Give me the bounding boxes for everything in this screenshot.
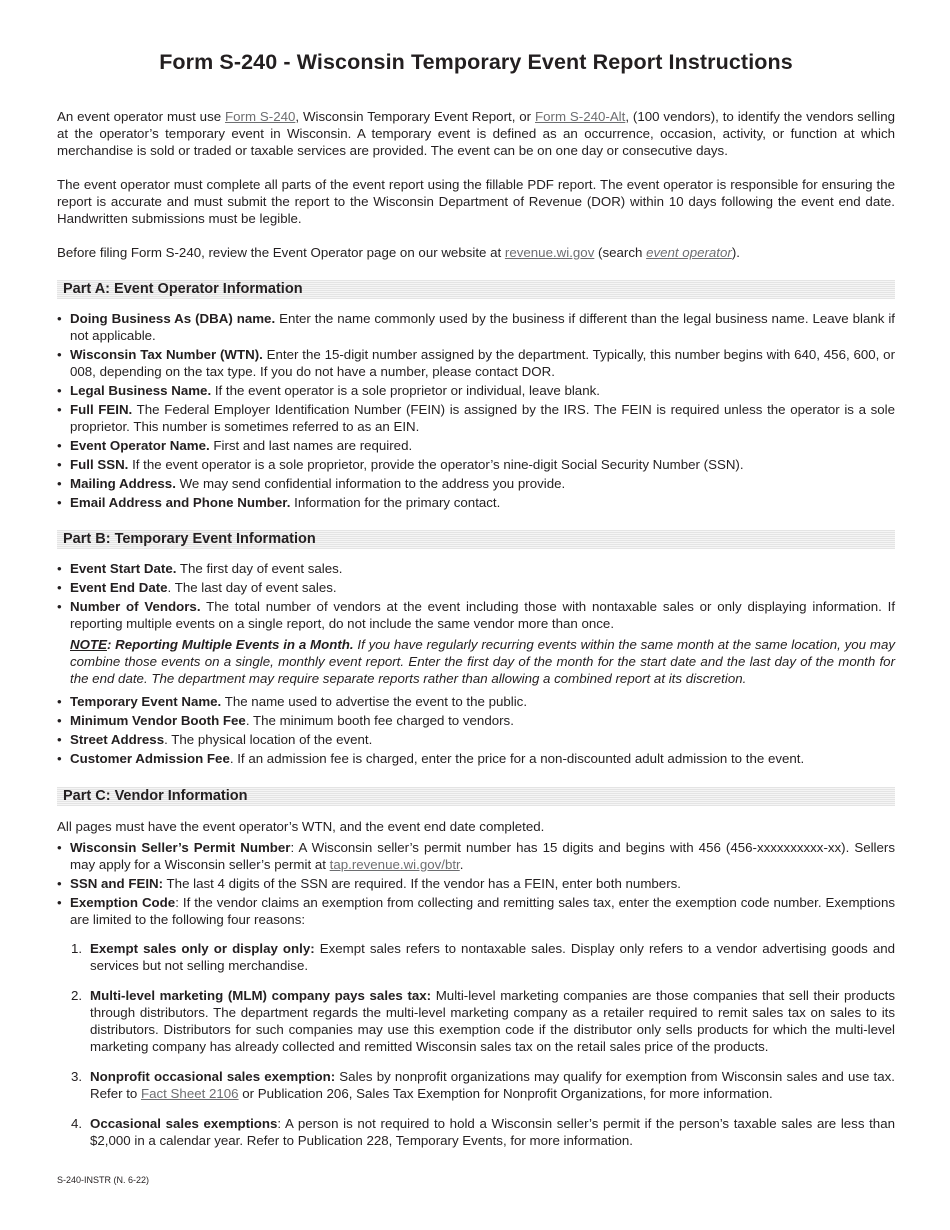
form-s240-link[interactable]: Form S-240 bbox=[225, 109, 296, 124]
list-item bbox=[57, 731, 895, 748]
list-item bbox=[57, 560, 895, 577]
item-term: Minimum Vendor Booth Fee bbox=[70, 713, 246, 728]
list-item bbox=[57, 456, 895, 473]
list-item bbox=[57, 310, 895, 344]
btr-link[interactable]: tap.revenue.wi.gov/btr bbox=[329, 857, 460, 872]
list-item bbox=[57, 750, 895, 767]
item-text: Enter the name commonly used by the business if different than the legal business name. Leave blank if not applicable. bbox=[70, 311, 895, 343]
reason-term: Multi-level marketing (MLM) company pays sales tax: bbox=[90, 988, 432, 1003]
part-c-heading: Part C: Vendor Information bbox=[57, 787, 895, 806]
part-c-list bbox=[57, 839, 895, 928]
list-item bbox=[57, 839, 895, 873]
part-b-heading: Part B: Temporary Event Information bbox=[57, 530, 895, 549]
part-b-list bbox=[57, 560, 895, 632]
item-text: . The last day of event sales. bbox=[167, 580, 337, 595]
exemption-reason bbox=[57, 987, 895, 1055]
list-item bbox=[57, 346, 895, 380]
part-c-section bbox=[57, 818, 895, 1162]
fact-sheet-2106-link[interactable]: Fact Sheet 2106 bbox=[141, 1086, 239, 1101]
page-title: Form S-240 - Wisconsin Temporary Event Report Instructions bbox=[159, 50, 793, 74]
item-term: Mailing Address. bbox=[70, 476, 176, 491]
item-text: . bbox=[459, 857, 464, 872]
part-c-intro: All pages must have the event operator’s WTN, and the event end date completed. bbox=[57, 819, 545, 834]
item-text: If the event operator is a sole proprietor or individual, leave blank. bbox=[211, 383, 600, 398]
reason-text: or Publication 206, Sales Tax Exemption for Nonprofit Organizations, for more information. bbox=[238, 1086, 773, 1101]
reason-text: Exempt sales refers to nontaxable sales. Display only refers to a vendor advertising goods and services but not selling merchandise. bbox=[90, 941, 895, 973]
item-term: Event End Date bbox=[70, 580, 168, 595]
item-text: Information for the primary contact. bbox=[290, 495, 501, 510]
item-term: Full FEIN. bbox=[70, 402, 133, 417]
revenue-website-link[interactable]: revenue.wi.gov bbox=[504, 245, 595, 260]
item-text: The total number of vendors at the event including those with nontaxable sales or only displaying information. If reporting multiple events on a single report, do not include the same vendor more than once. bbox=[70, 599, 896, 631]
list-item bbox=[57, 693, 895, 710]
item-term: Wisconsin Seller’s Permit Number bbox=[70, 840, 291, 855]
multiple-events-note bbox=[57, 636, 895, 687]
list-item bbox=[57, 401, 895, 435]
item-text: Enter the 15-digit number assigned by the department. Typically, this number begins with 640, 456, 600, or 008, depending on the tax type. If you do not have a number, please contact DOR. bbox=[70, 347, 896, 379]
list-item bbox=[57, 437, 895, 454]
part-a-heading: Part A: Event Operator Information bbox=[57, 280, 895, 299]
item-term: Full SSN. bbox=[70, 457, 129, 472]
item-text: We may send confidential information to the address you provide. bbox=[175, 476, 566, 491]
part-b-list-container bbox=[57, 560, 895, 769]
exemption-reason bbox=[57, 940, 895, 974]
item-text: The Federal Employer Identification Number (FEIN) is assigned by the IRS. The FEIN is required unless the operator is a sole proprietor. This number is sometimes referred to as an EIN. bbox=[70, 402, 896, 434]
item-term: Number of Vendors. bbox=[70, 599, 201, 614]
exemption-reason bbox=[57, 1068, 895, 1102]
reason-text: Multi-level marketing companies are those companies that sell their products through distributors. The department regards the multi-level marketing company as a retailer required to remit sales tax on sales to its distributors. Distributors for such companies may use this exemption code if the distributor only sells products for which the multi-level marketing company has already collected and remitted Wisconsin sales tax on the retail sales price of the products. bbox=[90, 988, 895, 1054]
form-footer-code: S-240-INSTR (N. 6-22) bbox=[57, 1175, 150, 1185]
note-label: NOTE bbox=[70, 637, 107, 652]
list-item bbox=[57, 579, 895, 596]
item-term: Legal Business Name. bbox=[70, 383, 212, 398]
item-text: . If an admission fee is charged, enter the price for a non-discounted adult admission to the event. bbox=[229, 751, 805, 766]
item-text: : If the vendor claims an exemption from collecting and remitting sales tax, enter the exemption code number. Exemptions are limited to the following four reasons: bbox=[70, 895, 895, 927]
list-item bbox=[57, 875, 895, 892]
intro-text: Before filing Form S-240, review the Event Operator page on our website at bbox=[57, 245, 505, 260]
exemption-reasons-list bbox=[57, 940, 895, 1149]
item-term: SSN and FEIN: bbox=[70, 876, 164, 891]
event-operator-search-link[interactable]: event operator bbox=[646, 245, 732, 260]
intro-text: , Wisconsin Temporary Event Report, or bbox=[295, 109, 535, 124]
reason-term: Occasional sales exemptions bbox=[90, 1116, 278, 1131]
item-term: Wisconsin Tax Number (WTN). bbox=[70, 347, 263, 362]
list-item bbox=[57, 598, 895, 632]
reason-number: 4. bbox=[71, 1116, 83, 1131]
item-term: Customer Admission Fee bbox=[70, 751, 230, 766]
intro-text: (search bbox=[594, 245, 647, 260]
intro-text: , (100 vendors), to identify the vendors selling at the operator’s temporary event in Wisconsin. A temporary event is defined as an occurrence, occasion, activity, or function at which merchandise is sold or traded or taxable services are provided. The event can be on one day or consecutive days. bbox=[57, 109, 895, 158]
item-term: Doing Business As (DBA) name. bbox=[70, 311, 276, 326]
item-term: Street Address bbox=[70, 732, 165, 747]
reason-text: Sales by nonprofit organizations may qualify for exemption from Wisconsin sales and use tax. Refer to bbox=[90, 1069, 895, 1101]
part-b-list-continued bbox=[57, 693, 895, 767]
reason-term: Nonprofit occasional sales exemption: bbox=[90, 1069, 336, 1084]
item-text: If the event operator is a sole proprietor, provide the operator’s nine-digit Social Security Number (SSN). bbox=[128, 457, 744, 472]
reason-number: 3. bbox=[71, 1069, 83, 1084]
item-text: The last 4 digits of the SSN are required. If the vendor has a FEIN, enter both numbers. bbox=[163, 876, 681, 891]
item-text: . The minimum booth fee charged to vendors. bbox=[245, 713, 514, 728]
item-text: The first day of event sales. bbox=[176, 561, 343, 576]
reason-term: Exempt sales only or display only: bbox=[90, 941, 315, 956]
list-item bbox=[57, 894, 895, 928]
form-s240-alt-link[interactable]: Form S-240-Alt bbox=[535, 109, 626, 124]
intro-text: An event operator must use bbox=[57, 109, 225, 124]
item-text: : A Wisconsin seller’s permit number has 15 digits and begins with 456 (456-xxxxxxxxxx-xx). Sellers may apply for a Wisconsin seller’s permit at bbox=[70, 840, 895, 872]
reason-text: : A person is not required to hold a Wisconsin seller’s permit if the person’s taxable sales are less than $2,000 in a calendar year. Refer to Publication 228, Temporary Events, for more information. bbox=[90, 1116, 895, 1148]
list-item bbox=[57, 475, 895, 492]
list-item bbox=[57, 382, 895, 399]
item-term: Email Address and Phone Number. bbox=[70, 495, 291, 510]
item-text: The name used to advertise the event to the public. bbox=[221, 694, 528, 709]
intro-text: ). bbox=[731, 245, 740, 260]
intro-section bbox=[57, 108, 895, 261]
item-text: . The physical location of the event. bbox=[164, 732, 373, 747]
reason-number: 2. bbox=[71, 988, 83, 1003]
note-title: : Reporting Multiple Events in a Month. bbox=[106, 637, 354, 652]
item-term: Temporary Event Name. bbox=[70, 694, 222, 709]
item-term: Event Operator Name. bbox=[70, 438, 210, 453]
list-item bbox=[57, 712, 895, 729]
item-term: Event Start Date. bbox=[70, 561, 177, 576]
item-text: First and last names are required. bbox=[209, 438, 413, 453]
part-a-list-container bbox=[57, 310, 895, 513]
part-a-list bbox=[57, 310, 895, 511]
intro-paragraph-3 bbox=[57, 244, 895, 261]
reason-number: 1. bbox=[71, 941, 83, 956]
list-item bbox=[57, 494, 895, 511]
intro-paragraph-1 bbox=[57, 108, 895, 159]
exemption-reason bbox=[57, 1115, 895, 1149]
item-term: Exemption Code bbox=[70, 895, 176, 910]
intro-paragraph-2: The event operator must complete all parts of the event report using the fillable PDF report. The event operator is responsible for ensuring the report is accurate and must submit the report to the Wisconsin Department of Revenue (DOR) within 10 days following the event end date. Handwritten submissions must be legible. bbox=[57, 177, 895, 226]
note-text: If you have regularly recurring events within the same month at the same location, you may combine those events on a single, monthly event report. Enter the first day of the month for the start date and the last day of the month for the end date. The department may require separate reports rather than allowing a combined report at its discretion. bbox=[70, 637, 895, 686]
